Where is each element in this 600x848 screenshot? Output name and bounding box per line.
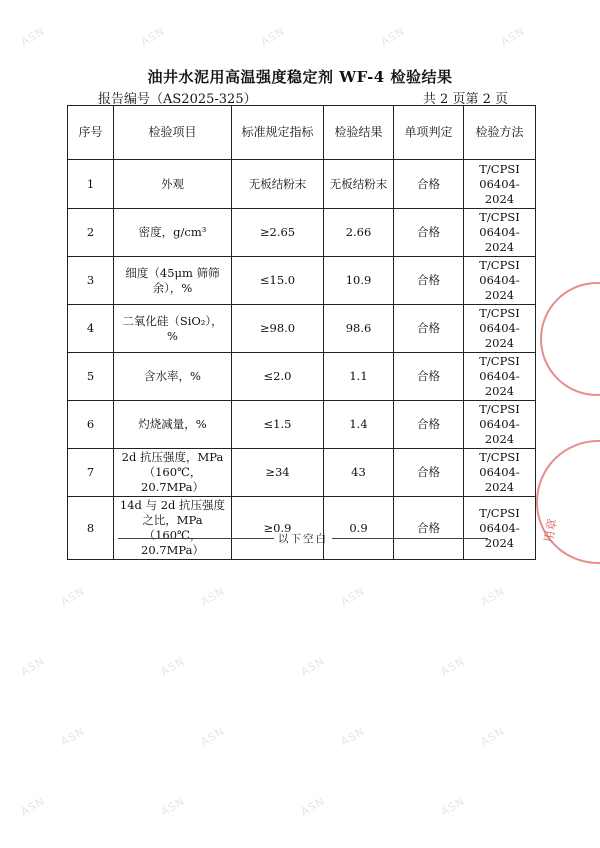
cell-judgement: 合格 xyxy=(394,449,464,497)
table-row xyxy=(68,305,536,353)
cell-result: 43 xyxy=(324,449,394,497)
header-cell: 标准规定指标 xyxy=(232,106,324,160)
cell-no: 8 xyxy=(68,497,114,560)
table-row xyxy=(68,353,536,401)
watermark: ASN xyxy=(18,654,48,679)
watermark: ASN xyxy=(18,24,48,49)
watermark: ASN xyxy=(438,794,468,819)
watermark: ASN xyxy=(198,724,228,749)
cell-method: T/CPSI 06404-2024 xyxy=(464,497,536,560)
cell-item: 二氧化硅（SiO₂），% xyxy=(114,305,232,353)
cell-item: 含水率，% xyxy=(114,353,232,401)
seal-stamp xyxy=(536,440,600,564)
watermark: ASN xyxy=(478,724,508,749)
report-number: 报告编号（AS2025-325） xyxy=(98,92,257,107)
cell-method: T/CPSI 06404-2024 xyxy=(464,449,536,497)
cell-item: 外观 xyxy=(114,160,232,209)
table-row xyxy=(68,209,536,257)
cell-no: 5 xyxy=(68,353,114,401)
cell-judgement: 合格 xyxy=(394,497,464,560)
watermark: ASN xyxy=(58,584,88,609)
watermark: ASN xyxy=(438,654,468,679)
document-title: 油井水泥用高温强度稳定剂 WF-4 检验结果 xyxy=(147,68,453,86)
cell-result: 98.6 xyxy=(324,305,394,353)
seal-stamp xyxy=(540,282,600,396)
watermark: ASN xyxy=(158,654,188,679)
header-cell: 检验结果 xyxy=(324,106,394,160)
divider xyxy=(332,538,488,539)
cell-item: 细度（45μm 筛筛余），% xyxy=(114,257,232,305)
watermark: ASN xyxy=(498,24,528,49)
cell-judgement: 合格 xyxy=(394,305,464,353)
table-row xyxy=(68,257,536,305)
cell-method: T/CPSI 06404-2024 xyxy=(464,257,536,305)
watermark: ASN xyxy=(338,724,368,749)
cell-standard: ≥0.9 xyxy=(232,497,324,560)
cell-no: 6 xyxy=(68,401,114,449)
table-row xyxy=(68,497,536,560)
watermark: ASN xyxy=(158,794,188,819)
cell-no: 3 xyxy=(68,257,114,305)
table-row xyxy=(68,401,536,449)
cell-result: 10.9 xyxy=(324,257,394,305)
cell-item: 密度，g/cm³ xyxy=(114,209,232,257)
end-note: 以下空白 xyxy=(278,533,328,545)
cell-no: 7 xyxy=(68,449,114,497)
cell-result: 0.9 xyxy=(324,497,394,560)
table-row xyxy=(68,160,536,209)
cell-no: 1 xyxy=(68,160,114,209)
cell-result: 无板结粉末 xyxy=(324,160,394,209)
cell-no: 2 xyxy=(68,209,114,257)
cell-result: 2.66 xyxy=(324,209,394,257)
table-header-row xyxy=(68,106,536,160)
divider xyxy=(118,538,274,539)
cell-item: 灼烧减量，% xyxy=(114,401,232,449)
watermark: ASN xyxy=(298,654,328,679)
cell-item: 14d 与 2d 抗压强度之比，MPa（160℃，20.7MPa） xyxy=(114,497,232,560)
cell-standard: ≤1.5 xyxy=(232,401,324,449)
cell-standard: ≥2.65 xyxy=(232,209,324,257)
cell-standard: ≤2.0 xyxy=(232,353,324,401)
header-cell: 检验项目 xyxy=(114,106,232,160)
cell-method: T/CPSI 06404-2024 xyxy=(464,401,536,449)
page-indicator: 共 2 页第 2 页 xyxy=(422,92,508,107)
cell-standard: ≤15.0 xyxy=(232,257,324,305)
cell-method: T/CPSI 06404-2024 xyxy=(464,209,536,257)
cell-method: T/CPSI 06404-2024 xyxy=(464,305,536,353)
watermark: ASN xyxy=(378,24,408,49)
header-cell: 检验方法 xyxy=(464,106,536,160)
watermark: ASN xyxy=(478,584,508,609)
cell-standard: ≥34 xyxy=(232,449,324,497)
table-row xyxy=(68,449,536,497)
cell-standard: 无板结粉末 xyxy=(232,160,324,209)
cell-result: 1.4 xyxy=(324,401,394,449)
cell-method: T/CPSI 06404-2024 xyxy=(464,160,536,209)
watermark: ASN xyxy=(58,724,88,749)
cell-result: 1.1 xyxy=(324,353,394,401)
cell-item: 2d 抗压强度，MPa（160℃，20.7MPa） xyxy=(114,449,232,497)
watermark: ASN xyxy=(18,794,48,819)
watermark: ASN xyxy=(138,24,168,49)
watermark: ASN xyxy=(258,24,288,49)
cell-method: T/CPSI 06404-2024 xyxy=(464,353,536,401)
results-table xyxy=(67,105,536,560)
cell-no: 4 xyxy=(68,305,114,353)
cell-judgement: 合格 xyxy=(394,257,464,305)
seal-text: 用章 xyxy=(541,517,560,544)
cell-judgement: 合格 xyxy=(394,353,464,401)
header-cell: 序号 xyxy=(68,106,114,160)
cell-judgement: 合格 xyxy=(394,160,464,209)
cell-judgement: 合格 xyxy=(394,209,464,257)
watermark: ASN xyxy=(198,584,228,609)
end-of-content-marker xyxy=(118,531,488,546)
watermark: ASN xyxy=(338,584,368,609)
header-cell: 单项判定 xyxy=(394,106,464,160)
cell-judgement: 合格 xyxy=(394,401,464,449)
cell-standard: ≥98.0 xyxy=(232,305,324,353)
watermark: ASN xyxy=(298,794,328,819)
